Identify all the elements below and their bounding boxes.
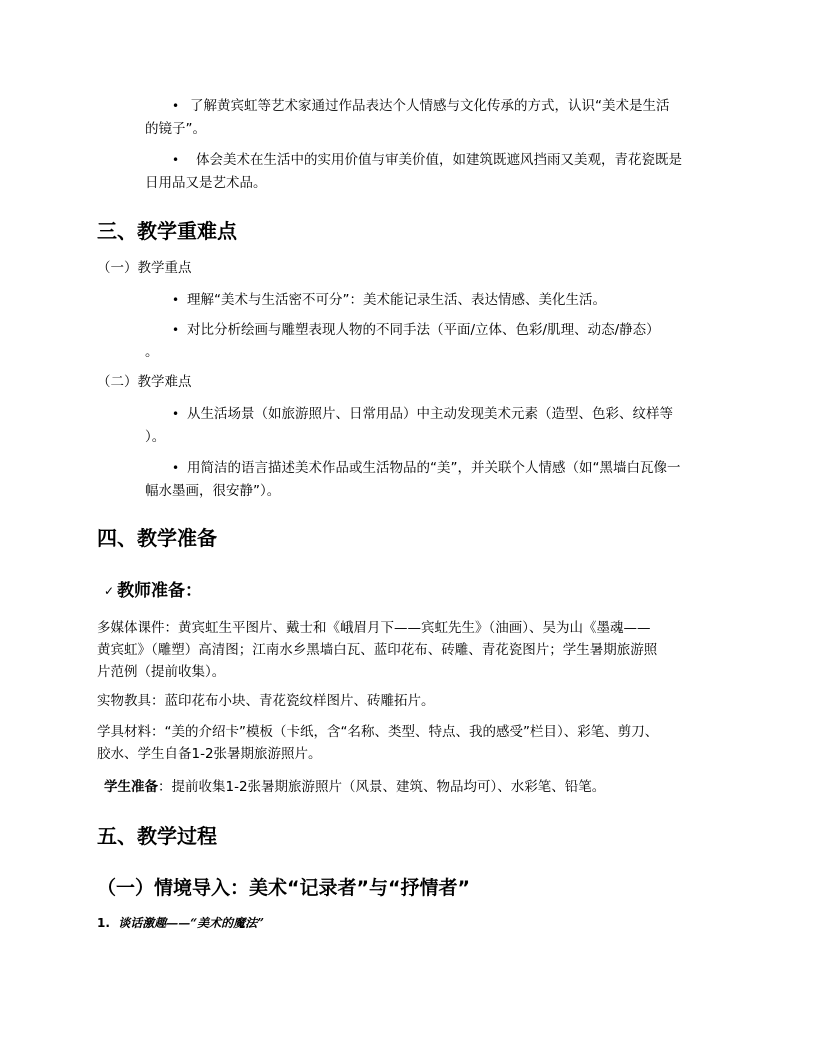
difficulty-bullet-2-line-1: 用简洁的语言描述美术作品或生活物品的“美”，并关联个人情感（如“黑墙白瓦像一 [187, 460, 681, 476]
bullet-marker: • [172, 153, 180, 167]
multimedia-line-3: 片范例（提前收集）。 [97, 664, 226, 680]
multimedia-line-2: 黄宾虹》（雕塑）高清图；江南水乡黑墙白瓦、蓝印花布、砖雕、青花瓷图片；学生暑期旅游照 [97, 642, 658, 658]
bullet-marker: • [172, 323, 180, 337]
check-icon: ✓ [104, 584, 115, 598]
bullet-marker: • [172, 461, 180, 475]
multimedia-line-1: 多媒体课件：黄宾虹生平图片、戴士和《峨眉月下——宾虹先生》（油画）、吴为山《墨魂—— [97, 620, 651, 636]
student-prep-line [104, 777, 605, 797]
teacher-prep-heading [104, 579, 202, 603]
subsection-key-points-title: （一）教学重点 [97, 260, 192, 276]
student-prep-label: 学生准备 [104, 779, 158, 795]
supplies-line-1: 学具材料：“美的介绍卡”模板（卡纸，含“名称、类型、特点、我的感受”栏目）、彩笔、剪刀、 [97, 724, 659, 740]
section-3-title: 三、教学重难点 [97, 219, 237, 243]
goal-bullet-1-line-1: 了解黄宾虹等艺术家通过作品表达个人情感与文化传承的方式，认识“美术是生活 [190, 98, 670, 114]
step-1-title: 谈话激趣——“美术的魔法” [118, 916, 265, 930]
teacher-prep-heading-text: 教师准备： [117, 581, 203, 601]
difficulty-bullet-1-line-1: 从生活场景（如旅游照片、日常用品）中主动发现美术元素（造型、色彩、纹样等 [187, 406, 673, 422]
key-point-bullet-1: 理解“美术与生活密不可分”：美术能记录生活、表达情感、美化生活。 [187, 292, 606, 308]
subsection-difficulties-title: （二）教学难点 [97, 374, 192, 390]
goal-bullet-2-line-2: 日用品又是艺术品。 [145, 175, 267, 191]
real-objects-line: 实物教具：蓝印花布小块、青花瓷纹样图片、砖雕拓片。 [97, 693, 435, 709]
step-1-number: 1. [97, 916, 110, 930]
difficulty-bullet-1-line-2: ）。 [145, 429, 166, 445]
goal-bullet-1-line-2: 的镜子”。 [145, 121, 206, 137]
section-4-title: 四、教学准备 [97, 526, 217, 550]
supplies-line-2: 胶水、学生自备1-2张暑期旅游照片。 [97, 746, 322, 762]
difficulty-bullet-2-line-2: 幅水墨画，很安静”）。 [145, 483, 281, 499]
key-point-bullet-2-line-1: 对比分析绘画与雕塑表现人物的不同手法（平面/立体、色彩/肌理、动态/静态） [187, 322, 660, 338]
key-point-bullet-2-line-2: 。 [145, 344, 159, 360]
student-prep-text: ：提前收集1-2张暑期旅游照片（风景、建筑、物品均可）、水彩笔、铅笔。 [158, 779, 606, 795]
bullet-marker: • [172, 293, 180, 307]
goal-bullet-2-line-1: 体会美术在生活中的实用价值与审美价值，如建筑既遮风挡雨又美观，青花瓷既是 [196, 152, 682, 168]
bullet-marker: • [172, 407, 180, 421]
stage-1-title: （一）情境导入：美术“记录者”与“抒情者” [97, 877, 470, 899]
step-1-heading [97, 914, 264, 932]
section-5-title: 五、教学过程 [97, 824, 217, 848]
bullet-marker: • [172, 99, 180, 113]
